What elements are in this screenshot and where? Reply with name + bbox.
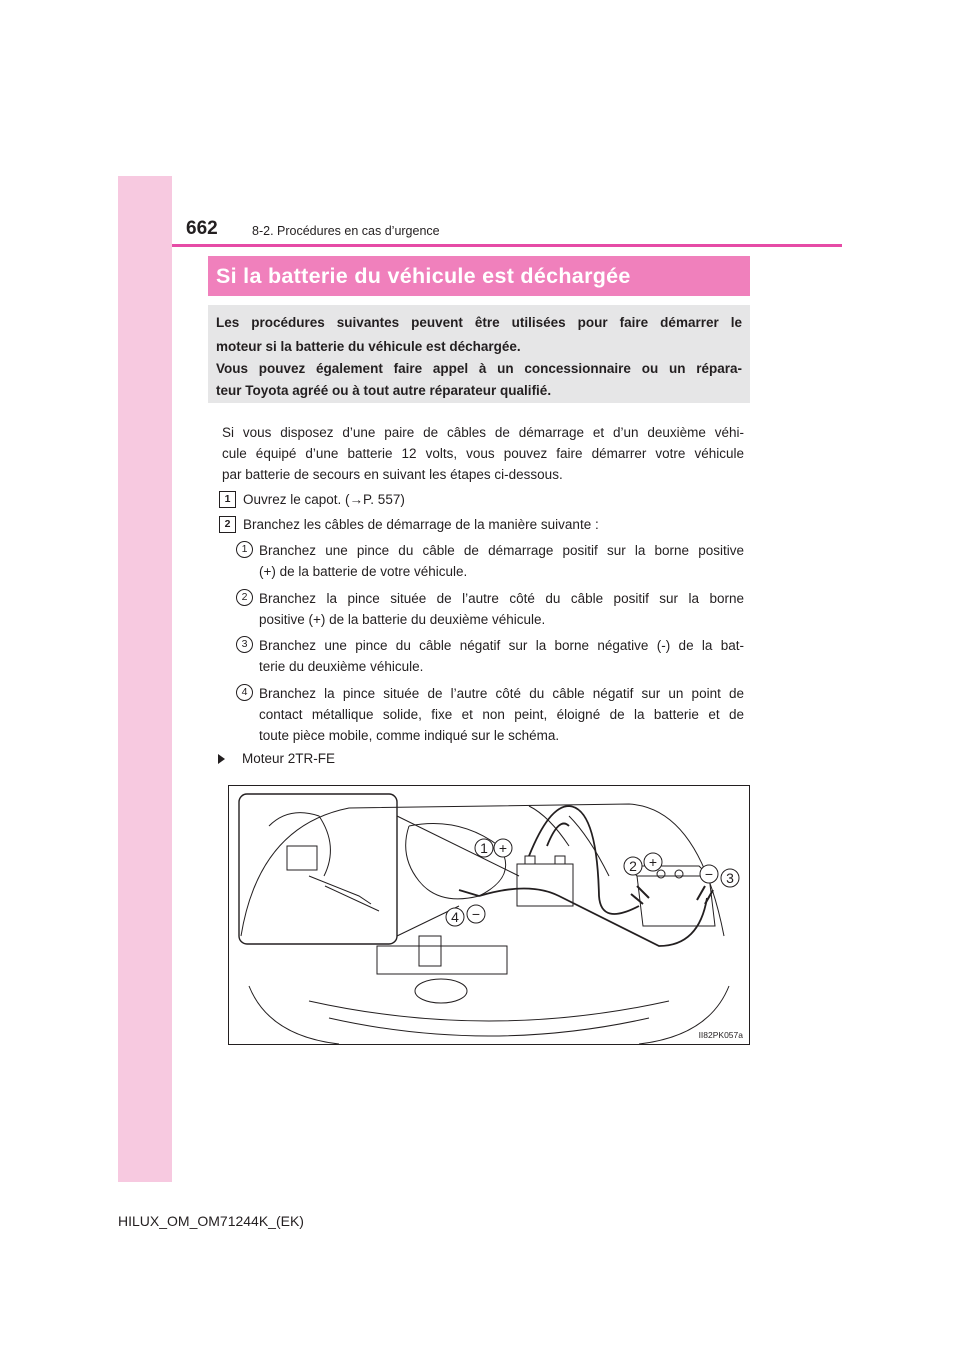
substep-number-2: 2 [236, 589, 253, 606]
substep-line: contact métallique solide, fixe et non peint, éloigné de la batterie et de [259, 707, 744, 722]
intro-line: Vous pouvez également faire appel à un concessionnaire ou un répara- [216, 361, 742, 376]
sign-minus: − [704, 866, 714, 882]
substep-number-3: 3 [236, 636, 253, 653]
engine-label: Moteur 2TR-FE [242, 751, 336, 766]
intro-line: moteur si la batterie du véhicule est déchargée. [216, 339, 521, 354]
positive-cable [529, 806, 639, 914]
body-line: Si vous disposez d’une paire de câbles de démarrage et d’un deuxième véhi- [222, 425, 744, 440]
section-title: 8-2. Procédures en cas d’urgence [252, 224, 440, 238]
page-number: 662 [186, 218, 218, 239]
step-badge-1: 1 [219, 491, 236, 508]
clamp-plus [631, 886, 649, 904]
substep-line: (+) de la batterie de votre véhicule. [259, 564, 468, 579]
positive-clamp-lead [547, 824, 569, 847]
battery-terminals [525, 856, 565, 864]
sign-plus: + [498, 840, 508, 856]
inset-clamp [309, 876, 371, 904]
intro-line: Les procédures suivantes peuvent être utilisées pour faire démarrer le [216, 315, 742, 330]
page-title: Si la batterie du véhicule est déchargée [216, 264, 631, 288]
body-outline [249, 986, 339, 1044]
battery-cell [657, 870, 665, 878]
substep-line: toute pièce mobile, comme indiqué sur le schéma. [259, 728, 560, 743]
callout-3: 3 [726, 870, 734, 886]
figure-code: II82PK057a [698, 1030, 743, 1040]
callout-1: 1 [480, 840, 488, 856]
sign-plus: + [648, 854, 658, 870]
callout-2: 2 [629, 858, 637, 874]
triangle-arrow-icon [218, 754, 225, 764]
engine-block [406, 824, 506, 899]
title-bar [208, 256, 750, 296]
inset-clamp [325, 886, 379, 911]
substep-line: Branchez une pince du câble négatif sur la borne négative (-) de la bat- [259, 638, 744, 653]
footer-code: HILUX_OM_OM71244K_(EK) [118, 1213, 304, 1229]
substep-line: positive (+) de la batterie du deuxième véhicule. [259, 612, 546, 627]
step-text-2: Branchez les câbles de démarrage de la manière suivante : [243, 517, 599, 532]
sign-minus: − [471, 906, 481, 922]
substep-line: Branchez une pince du câble de démarrage positif sur la borne positive [259, 543, 744, 558]
latch [419, 936, 441, 966]
substep-number-4: 4 [236, 684, 253, 701]
substep-line: terie du deuxième véhicule. [259, 659, 424, 674]
inset-detail [269, 813, 330, 876]
callout-4: 4 [451, 909, 459, 925]
engine-bay-illustration [229, 786, 750, 1045]
second-battery [637, 876, 715, 926]
battery-cell [675, 870, 683, 878]
emblem [415, 979, 467, 1003]
body-line: par batterie de secours en suivant les étapes ci-dessous. [222, 467, 563, 482]
header-rule [172, 244, 842, 247]
substep-line: Branchez la pince située de l’autre côté du câble négatif sur un point de [259, 686, 744, 701]
step-text-1: Ouvrez le capot. (→P. 557) [243, 492, 405, 507]
intro-box [208, 305, 750, 403]
negative-cable [479, 889, 707, 947]
inset-terminal [287, 846, 317, 870]
intro-line: teur Toyota agréé ou à tout autre réparateur qualifié. [216, 383, 552, 398]
negative-clamp [459, 890, 479, 896]
front-panel [377, 946, 507, 974]
substep-line: Branchez la pince située de l’autre côté du câble positif sur la borne [259, 591, 744, 606]
jump-start-diagram [228, 785, 750, 1045]
grille-top [309, 1001, 669, 1021]
substep-number-1: 1 [236, 541, 253, 558]
step-badge-2: 2 [219, 516, 236, 533]
chapter-side-band [118, 176, 172, 1182]
body-line: cule équipé d’une batterie 12 volts, vous pouvez faire démarrer votre véhicule [222, 446, 744, 461]
